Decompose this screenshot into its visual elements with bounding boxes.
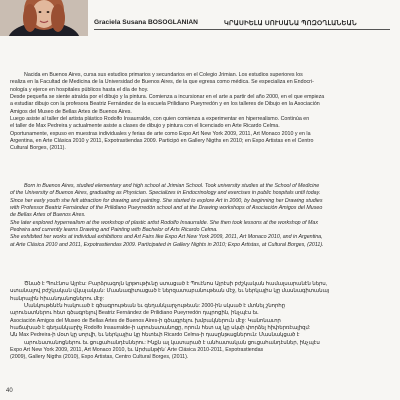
text-line: nología y ejerce en hospitales públicos hasta el día de hoy. xyxy=(10,86,149,93)
text-line: Ան Max Pedreira-ի մօտ կը սորվի, եւ ներկայիս կը հետեւի Ricardo Celma-ի դասընթացներուն: Մասնակցած է xyxy=(10,332,300,339)
artist-name-spanish: Graciela Susana BOSOGLANIAN xyxy=(94,19,198,26)
text-line: She later explored hyperrealism at the workshop of plastic artist Rodolfo Insaurralde. She then took lessons at the workshop of Max xyxy=(10,219,318,226)
text-line: հանրային հիւանդանոցներու մէջ: xyxy=(10,295,105,302)
text-line: Asociación Amigos del Museo de Bellas Artes de Buenos Aires-ի գծագրելու խմբակներուն մէջ: Կանոնաւոր xyxy=(10,317,281,324)
text-line: Argentina, en Arte Clásica 2010 y 2011, Expotrastiendas 2009. Participó en Gallery Nigths en 2010; en Expo Artistas en el Centro xyxy=(10,138,314,145)
biography-spanish xyxy=(10,72,392,153)
text-line: Pedreira and currently learns Drawing and Painting with Bachelor of Arts Ricardo Celma. xyxy=(10,227,218,234)
text-line: Oportunamente, expuso en muestras individuales y ferias de arte como Expo Art New York 2009, 2011, Art Monaco 2010 y en la xyxy=(10,130,311,137)
text-line: Desde pequeña se siente atraída por el dibujo y la pintura. Comienza a incursionar en el arte a partir del año 2000, en el que empieza xyxy=(10,94,325,101)
text-line: (2009), Gallery Nigths (2010), Expo Artistas, Centro Cultural Borges, (2011). xyxy=(10,354,189,361)
text-line: Cultural Borges, (2011). xyxy=(10,145,66,152)
text-line: Born in Buenos Aires, studied elementary and high school at Jrimian School. Took university studies at the School of Medicine xyxy=(24,183,320,189)
text-line: արուեստանոցներու եւ ցուցահանդէսներու: Ինքն ալ կատարած է անհատական ցուցահանդէսներ, ինչպէս xyxy=(24,339,320,346)
text-line: at Arte Clásica 2010 and 2011, Expotrastiendas 2009. Participated in Gallery Nights in 2010; Expo Artistas, at Cultural Borges, (2011). xyxy=(10,241,324,248)
text-line: with Professor Beatriz Fernández of the Prilidiano Pueyrredón school and at the Drawing workshops of Asociación Amigos del Museo xyxy=(10,205,323,212)
artist-portrait xyxy=(0,0,88,36)
text-line: արուեստներու հետ գծագրելով Beatriz Fernández de Prilidiano Pueyrredón դպրոցին, ինչպէս եւ xyxy=(10,310,259,317)
text-line: a estudiar dibujo con la profesora Beatriz Fernández de la escuela Prilidiano Pueyrredón y en los talleres de Dibujo en la Asociación xyxy=(10,101,320,108)
biography-english xyxy=(10,183,392,249)
text-line: de Bellas Artes of Buenos Aires. xyxy=(10,212,86,219)
text-line: realiza en la Facultad de Medicina de la Universidad de Buenos Aires, de la que egresa como médica. Se especializa en Endocri- xyxy=(10,79,314,86)
text-line: of the University of Buenos Aires, graduating as Physician. Specializes in Endocrinology and exercises in public hospitals until today. xyxy=(10,190,321,197)
text-line: Expo Art New York 2009, 2011, Art Monaco 2010, եւ Արժանթին՝ Arte Clásica 2010-2011, Expotrastiendas xyxy=(10,347,264,354)
text-line: Luego asiste al taller del artista plástico Rodolfo Insaurralde, con quien comienza a experimentar en hiperrealismo. Continúa en xyxy=(10,116,310,123)
text-line: She exhibited her works at individual exhibitions and Art Fairs like Expo Art New York 2009, 2011, Art Monaco 2010, and in Argentina, xyxy=(10,234,323,241)
text-line: el taller de Max Pedreira y actualmente asiste a clases de dibujo y pintura con el licenciado en Arte Ricardo Celma. xyxy=(10,123,280,130)
header-rule xyxy=(94,29,390,30)
page-header xyxy=(0,0,400,36)
text-line: Since her early youth she felt attraction for drawing and painting. She started to explore Art in 2000, by beginning her Drawing studies xyxy=(10,197,323,204)
text-line: Ծնած է Պուէնոս Այրէս: Բարձրագոյն կրթութիւնը ստացած է Պուէնոս Այրէսի բժշկական համալսարանէն ներս, xyxy=(24,281,328,287)
text-line: Nacida en Buenos Aires, cursa sus estudios primarios y secundarios en el Colegio Jrimian. Los estudios superiores los xyxy=(24,72,303,78)
text-line: հաճախած է գեղանկարիչ Rodolfo Insaurralde-ի արուեստանոցը, որուն հետ ալ կը սկսի փորձել հիփերռէալիզմ: xyxy=(10,325,311,332)
biography-armenian xyxy=(10,281,392,362)
text-line: Մանկութենէն հակուած է գծագրութեան եւ գեղանկարչութեան: 2000-ին սկսած է մտնել շնորհը xyxy=(24,303,286,310)
artist-name-armenian: ԿՐԱՍԻԵԼԱ ՍՈՒՍԱՆԱ ՊՈԶՕՂԼԱՆԵԱՆ xyxy=(224,20,357,27)
page-number: 40 xyxy=(6,388,13,394)
text-line: Amigos del Museo de Bellas Artes de Buenos Aires. xyxy=(10,108,132,115)
text-line: ստանալով բժշկական վկայական: Մասնագիտացած է ներզատաբանութեան մէջ, եւ ներկայիս կը մասնագիտանայ xyxy=(10,288,330,295)
